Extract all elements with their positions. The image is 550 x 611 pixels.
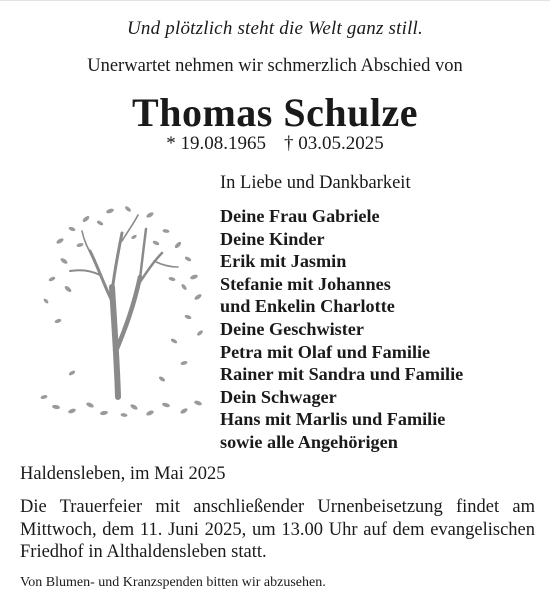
motto: Und plötzlich steht die Welt ganz still. (127, 18, 423, 39)
birth-date: * 19.08.1965 (166, 133, 266, 154)
mourner-item: Deine Kinder (220, 228, 325, 249)
mourner-item: Deine Frau Gabriele (220, 206, 380, 226)
place-date: Haldensleben, im Mai 2025 (20, 464, 226, 484)
intro-line: Unerwartet nehmen wir schmerzlich Abschied von (87, 56, 463, 76)
death-date: † 03.05.2025 (284, 133, 384, 154)
mourner-item: sowie alle Angehörigen (220, 431, 398, 452)
mourner-item: Hans mit Marlis und Familie (220, 409, 446, 430)
life-dates (0, 133, 550, 155)
tree-icon (38, 201, 214, 419)
mourner-item: Erik mit Jasmin (220, 251, 347, 272)
mourners-list (220, 205, 463, 454)
mourner-item: Rainer mit Sandra und Familie (220, 364, 464, 385)
mourner-item: Dein Schwager (220, 386, 337, 407)
ceremony-details: Die Trauerfeier mit anschließender Urnenbeisetzung findet am Mittwoch, dem 11. Juni 2025, um 13.00 Uhr auf dem evangelischen Friedhof in Althaldensleben statt. (20, 497, 535, 562)
footer-note: Von Blumen- und Kranzspenden bitten wir abzusehen. (20, 575, 326, 590)
thanks-line: In Liebe und Dankbarkeit (220, 173, 411, 193)
deceased-name: Thomas Schulze (132, 90, 418, 135)
mourner-item: und Enkelin Charlotte (220, 296, 395, 317)
mourner-item: Deine Geschwister (220, 318, 364, 339)
mourner-item: Petra mit Olaf und Familie (220, 341, 431, 362)
mourner-item: Stefanie mit Johannes (220, 273, 391, 294)
